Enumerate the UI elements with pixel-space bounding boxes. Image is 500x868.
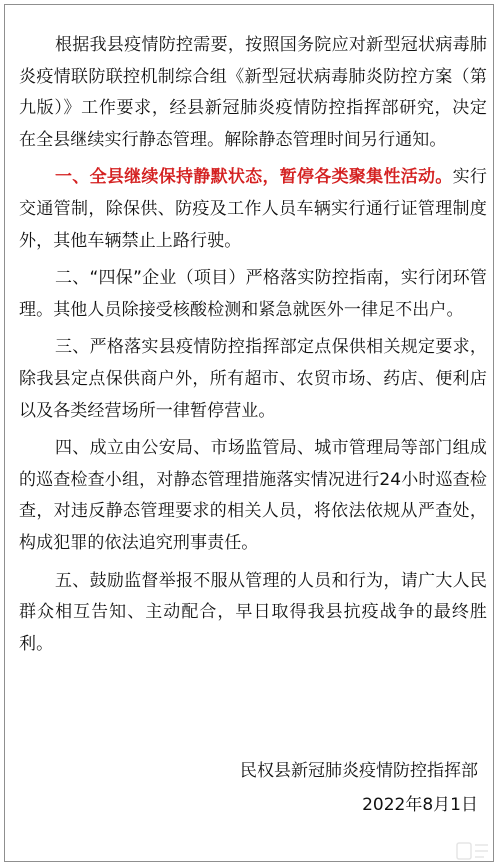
item-1-highlight: 一、全县继续保持静默状态，暂停各类聚集性活动。: [55, 167, 453, 188]
item-1-paragraph: [19, 162, 487, 257]
issue-date: 2022年8月1日: [362, 795, 478, 815]
intro-paragraph: 根据我县疫情防控需要，按照国务院应对新型冠状病毒肺炎疫情联防联控机制综合组《新型冠状病毒肺炎防控方案（第九版）》工作要求，经县新冠肺炎疫情防控指挥部研究，决定在全县继续实行静态管理。解除静态管理时间另行通知。: [19, 35, 487, 150]
issuer-signature: 民权县新冠肺炎疫情防控指挥部: [240, 761, 478, 781]
item-5-paragraph: 五、鼓励监督举报不服从管理的人员和行为，请广大人民群众相互告知、主动配合，早日取得我县抗疫战争的最终胜利。: [19, 570, 487, 654]
notice-body: [19, 30, 487, 666]
watermark-icon: [456, 840, 490, 862]
item-3-paragraph: 三、严格落实县疫情防控指挥部定点保供相关规定要求，除我县定点保供商户外，所有超市、农贸市场、药店、便利店以及各类经营场所一律暂停营业。: [19, 337, 487, 421]
item-2-paragraph: 二、“四保”企业（项目）严格落实防控指南，实行闭环管理。其他人员除接受核酸检测和紧急就医外一律足不出户。: [19, 268, 487, 320]
item-4-paragraph: 四、成立由公安局、市场监管局、城市管理局等部门组成的巡查检查小组，对静态管理措施落实情况进行24小时巡查检查，对违反静态管理要求的相关人员，将依法依规从严查处，构成犯罪的依法追究刑事责任。: [19, 438, 487, 553]
item-1-rest: 实行交通管制，除保供、防疫及工作人员车辆实行通行证管理制度外，其他车辆禁止上路行驶。: [19, 167, 487, 251]
